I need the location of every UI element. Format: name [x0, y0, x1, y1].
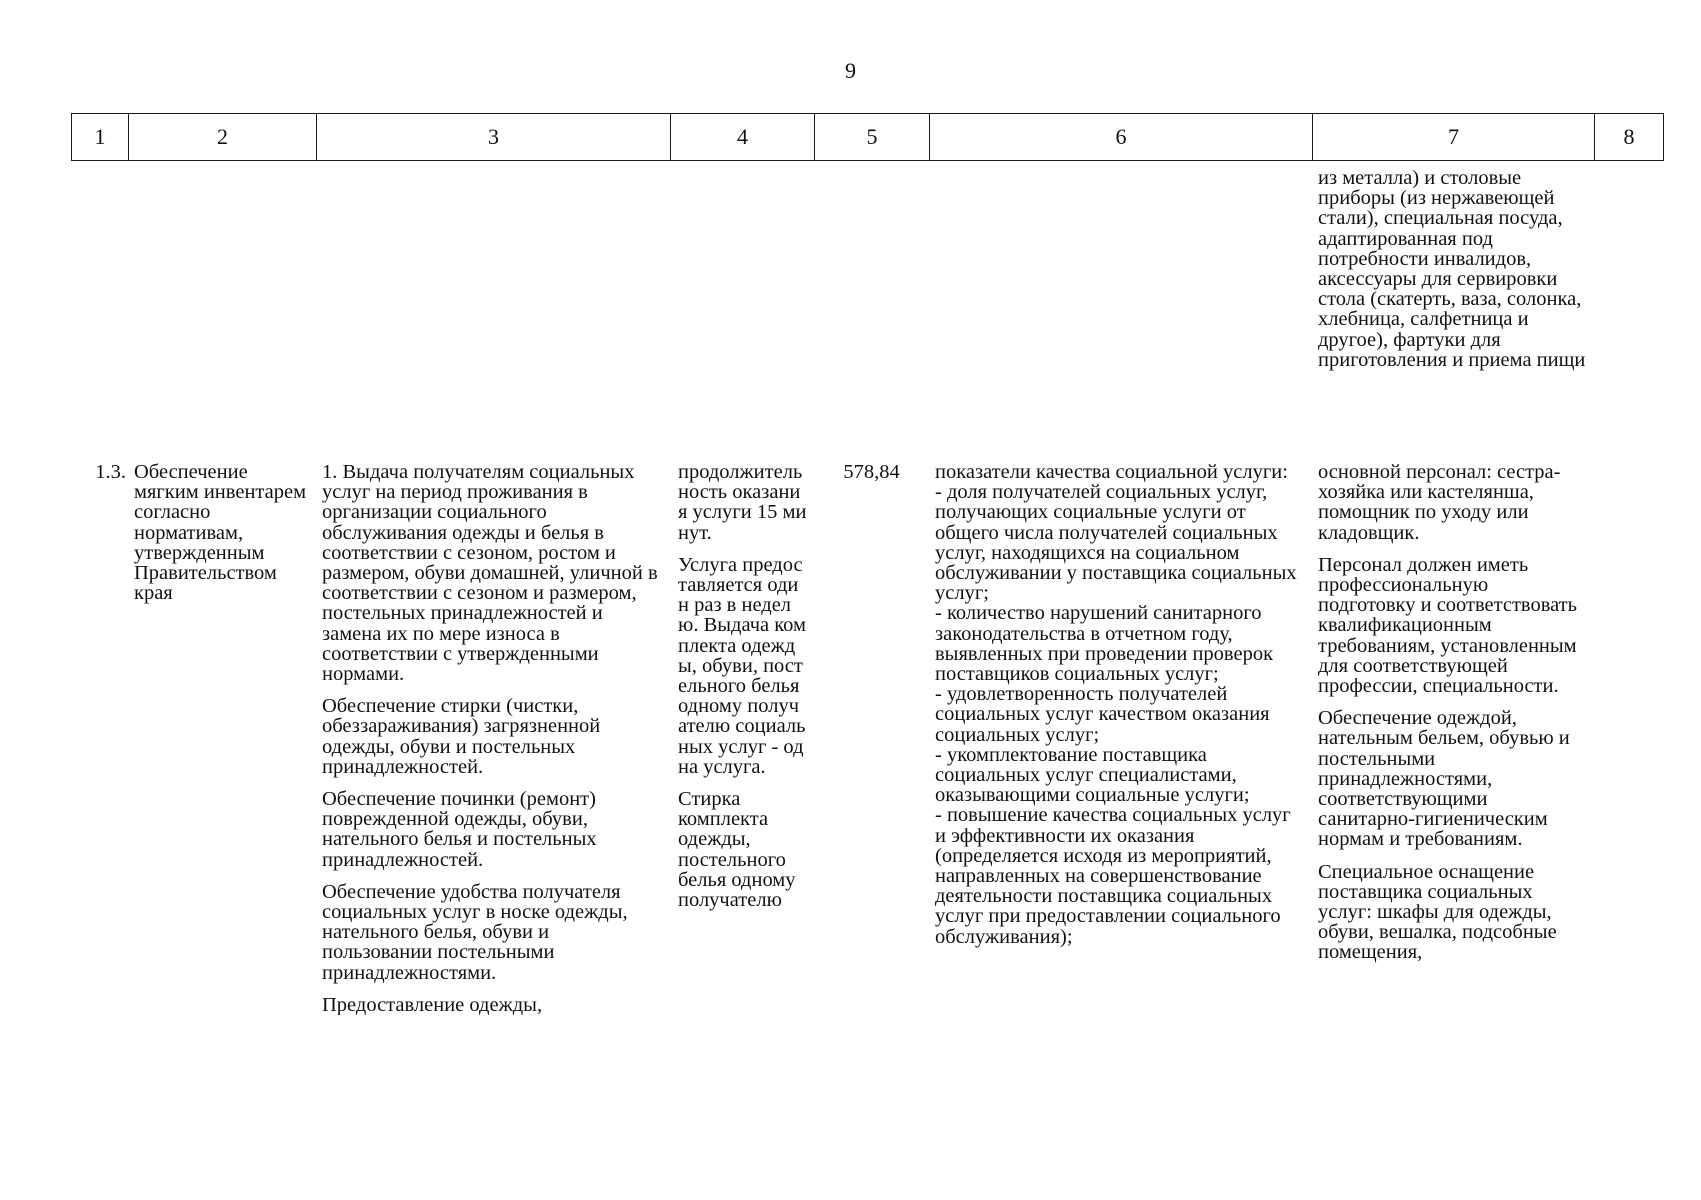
service-conditions [1312, 460, 1594, 1015]
service-quality [929, 460, 1312, 1015]
content-paragraph: Обеспечение починки (ремонт) поврежденной одежды, обуви, нательного белья и постельных принадлежностей. [322, 788, 597, 871]
service-price: 578,84 [843, 461, 900, 483]
service-col8 [1594, 460, 1663, 1015]
conditions-paragraph: Персонал должен иметь профессиональную подготовку и соответствовать квалификационным требованиям, установленным для соответствующей профессии, специальности. [1318, 553, 1577, 698]
service-timing [670, 460, 814, 1015]
header-col-3: 3 [317, 114, 671, 161]
quality-text: показатели качества социальной услуги: - доля получателей социальных услуг, получающих социальные услуги от общего числа получателей социальных услуг, находящихся на социальном обслуживании у поставщика социальных услуг; - количество нарушений санитарного законодательства в отчетном году, выявленных при проведении проверок поставщиков социальных услуг; - удовлетворенность получателей социальных услуг качеством оказания социальных услуг; - укомплектование поставщика социальных услуг специалистами, оказывающими социальные услуги; - повышение качества социальных услуг и эффективности их оказания (определяется исходя из мероприятий, направленных на совершенствование деятельности поставщика социальных услуг при предоставлении социального обслуживания); [935, 461, 1297, 948]
conditions-paragraph: основной персонал: сестра-хозяйка или кастелянша, помощник по уходу или кладовщик. [1318, 461, 1561, 544]
page-number: 9 [845, 58, 856, 83]
service-number: 1.3. [95, 461, 126, 483]
timing-paragraph: Стирка комплекта одежды, постельного белья одному получателю [678, 788, 796, 912]
timing-paragraph: Услуга предоставляется один раз в неделю. Выдача комплекта одежды, обуви, постельного белья одному получателю социальных услуг - одна услуга. [678, 553, 807, 778]
content-paragraph: 1. Выдача получателям социальных услуг на период проживания в организации социального обслуживания одежды и белья в соответствии с сезоном, ростом и размером, обуви домашней, уличной в соответствии с сезоном и размером, постельных принадлежностей и замена их по мере износа в соответствии с утвержденными нормами. [322, 461, 658, 686]
continuation-row [71, 168, 1663, 460]
content-paragraph: Обеспечение стирки (чистки, обеззараживания) загрязненной одежды, обуви и постельных принадлежностей. [322, 695, 601, 778]
header-col-7: 7 [1313, 114, 1595, 161]
conditions-paragraph: Обеспечение одеждой, нательным бельем, обувью и постельными принадлежностями, соответствующими санитарно-гигиеническим нормам и требованиям. [1318, 707, 1570, 851]
content-paragraph: Предоставление одежды, [322, 993, 543, 1016]
header-col-1: 1 [72, 114, 129, 161]
conditions-paragraph: Специальное оснащение поставщика социальных услуг: шкафы для одежды, обуви, вешалка, подсобные помещения, [1318, 860, 1557, 964]
header-col-8: 8 [1595, 114, 1664, 161]
header-col-6: 6 [930, 114, 1313, 161]
continuation-conditions: из металла) и столовые приборы (из нержавеющей стали), специальная посуда, адаптированная под потребности инвалидов, аксессуары для сервировки стола (скатерть, ваза, солонка, хлебница, салфетница и другое), фартуки для приготовления и приема пищи [1318, 168, 1586, 371]
header-col-2: 2 [129, 114, 317, 161]
service-name: Обеспечение мягким инвентарем согласно нормативам, утвержденным Правительством края [134, 461, 307, 605]
header-col-5: 5 [815, 114, 930, 161]
services-table-body [71, 168, 1663, 1015]
header-col-4: 4 [671, 114, 815, 161]
column-number-header [71, 113, 1664, 161]
service-row [71, 460, 1663, 1015]
timing-paragraph: продолжительность оказания услуги 15 минут. [678, 461, 807, 544]
service-content [316, 460, 670, 1015]
content-paragraph: Обеспечение удобства получателя социальных услуг в носке одежды, нательного белья, обуви и пользовании постельными принадлежностями. [322, 880, 628, 984]
